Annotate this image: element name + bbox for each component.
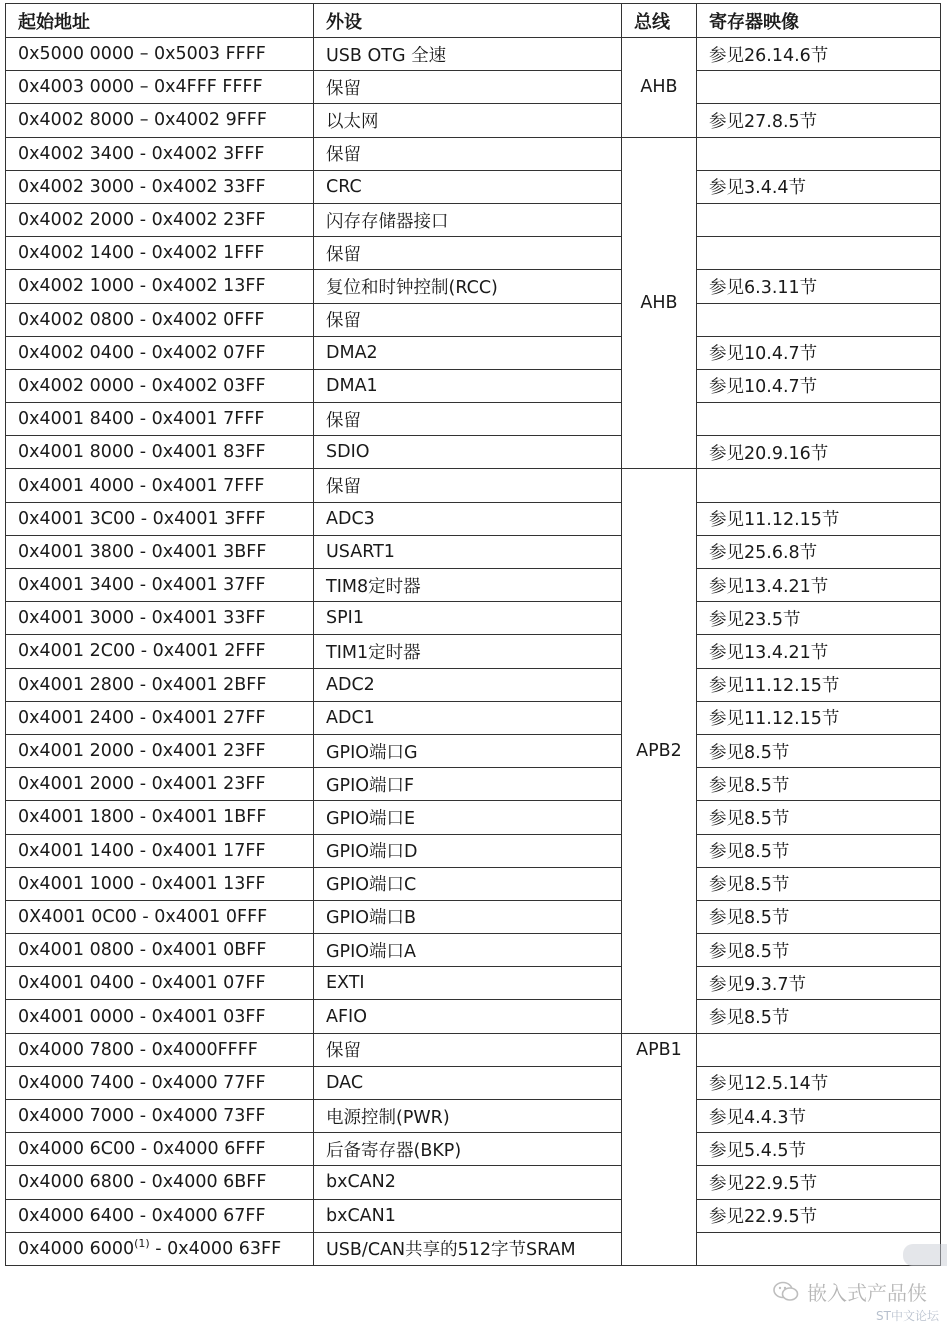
peripheral-cell: USB OTG 全速: [314, 38, 622, 71]
register-map-cell: [697, 203, 941, 236]
address-cell: 0x4000 6800 - 0x4000 6BFF: [6, 1166, 314, 1199]
register-map-cell: [697, 71, 941, 104]
register-map-cell: 参见3.4.4节: [697, 170, 941, 203]
peripheral-cell: 保留: [314, 469, 622, 502]
peripheral-cell: GPIO端口G: [314, 734, 622, 767]
register-map-cell: [697, 403, 941, 436]
register-map-cell: 参见26.14.6节: [697, 38, 941, 71]
register-map-cell: [697, 469, 941, 502]
peripheral-cell: GPIO端口D: [314, 834, 622, 867]
register-map-cell: 参见8.5节: [697, 867, 941, 900]
register-map-cell: 参见27.8.5节: [697, 104, 941, 137]
header-register-map: 寄存器映像: [697, 4, 941, 38]
address-cell: 0x4001 2000 - 0x4001 23FF: [6, 734, 314, 767]
peripheral-cell: SPI1: [314, 602, 622, 635]
register-map-cell: 参见11.12.15节: [697, 701, 941, 734]
table-row: [6, 403, 941, 436]
footnote-marker: (1): [134, 1237, 150, 1251]
peripheral-cell: ADC3: [314, 502, 622, 535]
table-row: [6, 668, 941, 701]
register-map-cell: [697, 137, 941, 170]
peripheral-cell: 电源控制(PWR): [314, 1100, 622, 1133]
address-cell: 0x4002 1000 - 0x4002 13FF: [6, 270, 314, 303]
register-map-cell: 参见5.4.5节: [697, 1133, 941, 1166]
table-body: [6, 38, 941, 1266]
address-cell: 0x4000 6400 - 0x4000 67FF: [6, 1199, 314, 1232]
table-row: [6, 71, 941, 104]
watermark-badge: [903, 1244, 947, 1266]
register-map-cell: 参见9.3.7节: [697, 967, 941, 1000]
peripheral-cell: DAC: [314, 1066, 622, 1099]
header-bus: 总线: [622, 4, 697, 38]
peripheral-cell: TIM1定时器: [314, 635, 622, 668]
table-row: [6, 1000, 941, 1033]
address-cell: 0x4001 0800 - 0x4001 0BFF: [6, 934, 314, 967]
peripheral-cell: DMA1: [314, 369, 622, 402]
address-cell: 0x4000 7800 - 0x4000FFFF: [6, 1033, 314, 1066]
peripheral-cell: DMA2: [314, 336, 622, 369]
address-cell: 0x4002 8000 – 0x4002 9FFF: [6, 104, 314, 137]
bus-cell: AHB: [622, 38, 697, 138]
table-row: [6, 237, 941, 270]
address-cell: 0x4001 1000 - 0x4001 13FF: [6, 867, 314, 900]
table-row: [6, 535, 941, 568]
header-start-address: 起始地址: [6, 4, 314, 38]
table-row: [6, 1232, 941, 1265]
table-row: [6, 104, 941, 137]
peripheral-cell: bxCAN2: [314, 1166, 622, 1199]
peripheral-cell: CRC: [314, 170, 622, 203]
address-cell: 0x4000 6C00 - 0x4000 6FFF: [6, 1133, 314, 1166]
register-map-cell: 参见8.5节: [697, 1000, 941, 1033]
register-map-cell: 参见22.9.5节: [697, 1166, 941, 1199]
peripheral-cell: USART1: [314, 535, 622, 568]
address-cell: 0x4001 3800 - 0x4001 3BFF: [6, 535, 314, 568]
register-map-cell: 参见13.4.21节: [697, 635, 941, 668]
table-row: [6, 303, 941, 336]
table-row: [6, 336, 941, 369]
table-row: [6, 469, 941, 502]
address-cell: 0x4002 2000 - 0x4002 23FF: [6, 203, 314, 236]
address-cell: 0x4001 3400 - 0x4001 37FF: [6, 569, 314, 602]
table-row: [6, 635, 941, 668]
peripheral-cell: GPIO端口E: [314, 801, 622, 834]
table-row: [6, 1166, 941, 1199]
address-cell: 0x4002 3400 - 0x4002 3FFF: [6, 137, 314, 170]
peripheral-cell: 保留: [314, 237, 622, 270]
table-row: [6, 867, 941, 900]
watermark-sub: ST中文论坛: [876, 1309, 939, 1323]
peripheral-cell: SDIO: [314, 436, 622, 469]
register-map-cell: 参见13.4.21节: [697, 569, 941, 602]
register-map-cell: 参见22.9.5节: [697, 1199, 941, 1232]
register-map-cell: 参见8.5节: [697, 768, 941, 801]
address-cell: 0x4001 1800 - 0x4001 1BFF: [6, 801, 314, 834]
register-map-cell: 参见10.4.7节: [697, 336, 941, 369]
address-cell: 0x4003 0000 – 0x4FFF FFFF: [6, 71, 314, 104]
table-row: [6, 1100, 941, 1133]
peripheral-cell: ADC1: [314, 701, 622, 734]
address-cell: 0x4001 8000 - 0x4001 83FF: [6, 436, 314, 469]
register-map-cell: 参见10.4.7节: [697, 369, 941, 402]
register-map-cell: 参见11.12.15节: [697, 668, 941, 701]
register-map-cell: [697, 237, 941, 270]
table-row: [6, 569, 941, 602]
peripheral-cell: GPIO端口C: [314, 867, 622, 900]
peripheral-cell: AFIO: [314, 1000, 622, 1033]
peripheral-cell: 保留: [314, 137, 622, 170]
table-row: [6, 934, 941, 967]
address-cell: 0x4001 2C00 - 0x4001 2FFF: [6, 635, 314, 668]
register-map-cell: 参见11.12.15节: [697, 502, 941, 535]
table-row: [6, 602, 941, 635]
address-cell: [6, 1232, 314, 1265]
address-cell: 0x4002 0800 - 0x4002 0FFF: [6, 303, 314, 336]
address-cell: 0x4002 3000 - 0x4002 33FF: [6, 170, 314, 203]
address-cell: 0x4001 0000 - 0x4001 03FF: [6, 1000, 314, 1033]
register-map-cell: 参见8.5节: [697, 934, 941, 967]
register-map-cell: 参见6.3.11节: [697, 270, 941, 303]
address-cell: 0x4001 2400 - 0x4001 27FF: [6, 701, 314, 734]
table-row: [6, 369, 941, 402]
address-cell: 0x4002 1400 - 0x4002 1FFF: [6, 237, 314, 270]
address-cell: 0x4001 2800 - 0x4001 2BFF: [6, 668, 314, 701]
watermark: [773, 1277, 927, 1306]
register-map-cell: 参见8.5节: [697, 900, 941, 933]
register-map-cell: 参见25.6.8节: [697, 535, 941, 568]
bus-cell: APB2: [622, 469, 697, 1033]
register-map-cell: 参见12.5.14节: [697, 1066, 941, 1099]
wechat-icon: [773, 1281, 799, 1303]
address-cell: 0x4001 0400 - 0x4001 07FF: [6, 967, 314, 1000]
register-map-cell: 参见20.9.16节: [697, 436, 941, 469]
peripheral-cell: 保留: [314, 403, 622, 436]
table-row: [6, 834, 941, 867]
peripheral-cell: GPIO端口A: [314, 934, 622, 967]
register-map-cell: 参见23.5节: [697, 602, 941, 635]
memory-map-table-wrapper: [5, 3, 940, 1266]
register-map-cell: 参见8.5节: [697, 834, 941, 867]
address-cell: 0x4001 3000 - 0x4001 33FF: [6, 602, 314, 635]
peripheral-cell: USB/CAN共享的512字节SRAM: [314, 1232, 622, 1265]
address-cell: 0x4000 7000 - 0x4000 73FF: [6, 1100, 314, 1133]
table-row: [6, 1066, 941, 1099]
table-row: [6, 734, 941, 767]
table-row: [6, 502, 941, 535]
address-start: 0x4000 6000: [18, 1238, 135, 1259]
table-row: [6, 436, 941, 469]
address-cell: 0x4001 1400 - 0x4001 17FF: [6, 834, 314, 867]
address-cell: 0x4001 2000 - 0x4001 23FF: [6, 768, 314, 801]
peripheral-cell: 保留: [314, 303, 622, 336]
table-row: [6, 967, 941, 1000]
table-row: [6, 270, 941, 303]
table-row: [6, 1033, 941, 1066]
watermark-text: 嵌入式产品侠: [807, 1281, 927, 1305]
peripheral-cell: 保留: [314, 1033, 622, 1066]
table-row: [6, 137, 941, 170]
peripheral-cell: 保留: [314, 71, 622, 104]
address-cell: 0x4001 8400 - 0x4001 7FFF: [6, 403, 314, 436]
header-peripheral: 外设: [314, 4, 622, 38]
peripheral-cell: GPIO端口F: [314, 768, 622, 801]
peripheral-cell: bxCAN1: [314, 1199, 622, 1232]
register-map-cell: 参见8.5节: [697, 801, 941, 834]
table-row: [6, 203, 941, 236]
peripheral-cell: 闪存存储器接口: [314, 203, 622, 236]
peripheral-cell: ADC2: [314, 668, 622, 701]
bus-cell: APB1: [622, 1033, 697, 1265]
memory-map-table: [5, 3, 941, 1266]
table-header-row: [6, 4, 941, 38]
peripheral-cell: TIM8定时器: [314, 569, 622, 602]
address-cell: 0X4001 0C00 - 0x4001 0FFF: [6, 900, 314, 933]
table-row: [6, 701, 941, 734]
register-map-cell: [697, 303, 941, 336]
peripheral-cell: 后备寄存器(BKP): [314, 1133, 622, 1166]
address-cell: 0x4002 0000 - 0x4002 03FF: [6, 369, 314, 402]
register-map-cell: 参见4.4.3节: [697, 1100, 941, 1133]
bus-cell: AHB: [622, 137, 697, 469]
table-row: [6, 1133, 941, 1166]
peripheral-cell: EXTI: [314, 967, 622, 1000]
address-cell: 0x4002 0400 - 0x4002 07FF: [6, 336, 314, 369]
peripheral-cell: 复位和时钟控制(RCC): [314, 270, 622, 303]
peripheral-cell: 以太网: [314, 104, 622, 137]
table-row: [6, 38, 941, 71]
table-row: [6, 1199, 941, 1232]
address-cell: 0x4001 3C00 - 0x4001 3FFF: [6, 502, 314, 535]
address-cell: 0x4000 7400 - 0x4000 77FF: [6, 1066, 314, 1099]
table-row: [6, 801, 941, 834]
table-row: [6, 900, 941, 933]
peripheral-cell: GPIO端口B: [314, 900, 622, 933]
register-map-cell: [697, 1033, 941, 1066]
table-row: [6, 768, 941, 801]
address-cell: 0x5000 0000 – 0x5003 FFFF: [6, 38, 314, 71]
address-cell: 0x4001 4000 - 0x4001 7FFF: [6, 469, 314, 502]
address-end: - 0x4000 63FF: [149, 1238, 282, 1259]
table-row: [6, 170, 941, 203]
register-map-cell: 参见8.5节: [697, 734, 941, 767]
